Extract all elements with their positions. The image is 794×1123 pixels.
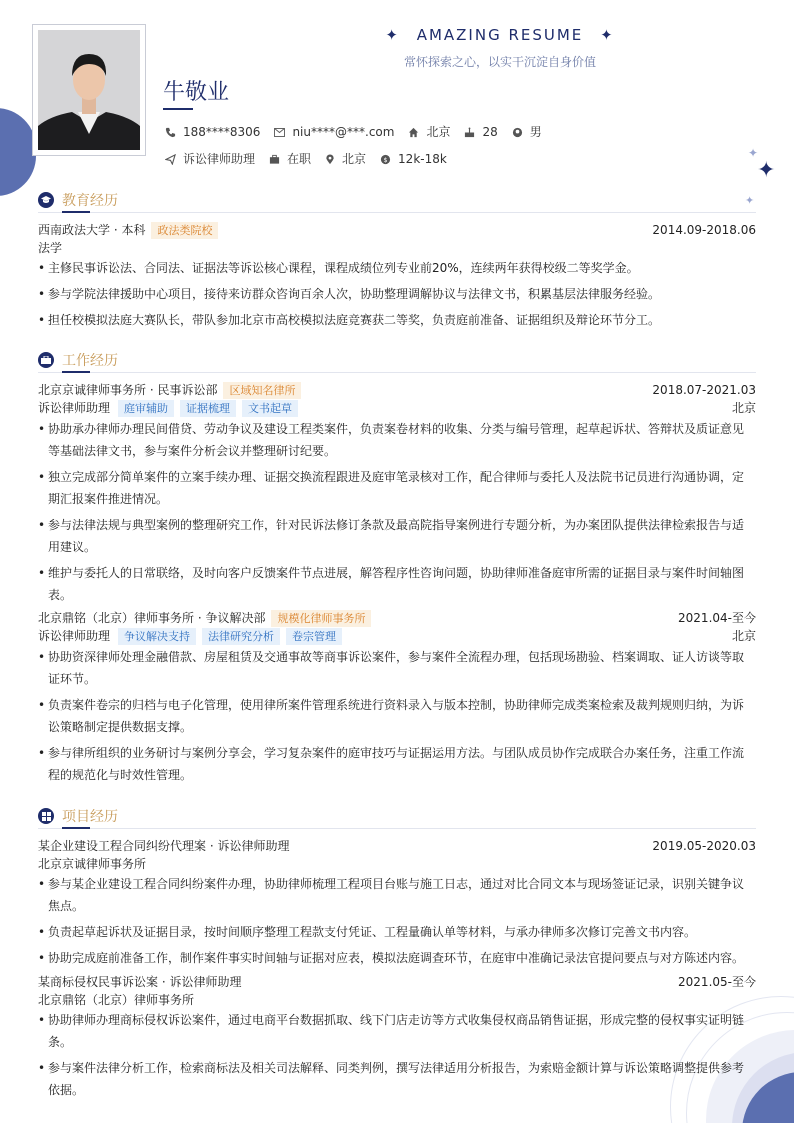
- bullet-text: 独立完成部分简单案件的立案手续办理、证据交换流程跟进及庭审笔录核对工作，配合律师与委托人及法院书记员进行沟通协调，定: [48, 470, 745, 484]
- work-role-row: [38, 627, 756, 645]
- sparkle-icon: ✦: [600, 26, 615, 44]
- list-item: • 参与案件法律分析工作，检索商标法及相关司法解释、同类判例，撰写法律适用分析报告，为索赔金额计算与诉讼策略调整提供参考 依据。: [38, 1057, 756, 1101]
- sparkle-small-icon: ✦: [748, 146, 759, 160]
- skill-tag: 庭审辅助: [118, 400, 174, 417]
- skill-tag: 争议解决支持: [118, 628, 196, 645]
- briefcase-icon: [269, 154, 280, 165]
- list-item: • 担任校模拟法庭大赛队长，带队参加北京市高校模拟法庭竞赛获二等奖，负责庭前准备、证据组织及辩论环节分工。: [38, 309, 756, 331]
- gender-text: 男: [529, 125, 542, 139]
- target-job-text: 诉讼律师助理: [183, 152, 256, 166]
- section-title-underline: [62, 371, 90, 373]
- work-date: 2021.04-至今: [678, 611, 756, 625]
- list-item: • 参与法律法规与典型案例的整理研究工作，针对民诉法修订条款及最高院指导案例进行专题分析，为办案团队提供法律检索报告与适 用建议。: [38, 514, 756, 558]
- bullet-text: 维护与委托人的日常联络，及时向客户反馈案件节点进展，解答程序性咨询问题，协助律师准备庭审所需的证据目录与案件时间轴图: [48, 566, 745, 580]
- education-section-title: 教育经历: [62, 193, 118, 209]
- bullet-text: 程的规范化与时效性管理。: [48, 768, 193, 782]
- bullet-text: 焦点。: [48, 899, 85, 913]
- bullet-text: 协助律师办理商标侵权诉讼案件，通过电商平台数据抓取、线下门店走访等方式收集侵权商品销售证据，形成完整的侵权事实证明链: [48, 1013, 745, 1027]
- age-item: [464, 124, 497, 140]
- location-pin-icon: [325, 154, 335, 165]
- city-item: [408, 124, 450, 140]
- bullet-text: 用建议。: [48, 540, 97, 554]
- work-role-row: [38, 399, 756, 417]
- bullet-text: 负责案件卷宗的归档与电子化管理，使用律所案件管理系统进行资料录入与版本控制，协助律师完成类案检索及裁判规则归纳，为诉: [48, 698, 745, 712]
- city-text: 北京: [426, 125, 451, 139]
- company-name: 北京京诚律师事务所 · 民事诉讼部: [38, 383, 218, 397]
- salary-text: 12k-18k: [398, 152, 447, 166]
- sparkle-large-icon: ✦: [757, 158, 776, 183]
- project-org-row: [38, 991, 756, 1009]
- project-entry-header: [38, 973, 756, 991]
- resume-title: [300, 26, 700, 44]
- skill-tag: 文书起草: [242, 400, 298, 417]
- section-title-underline: [62, 211, 90, 213]
- education-date: 2014.09-2018.06: [652, 223, 756, 237]
- phone-text: 188****8306: [183, 125, 261, 139]
- sparkle-icon: ✦: [385, 26, 400, 44]
- phone-icon: [165, 127, 176, 138]
- project-entry-header: [38, 837, 756, 855]
- skill-tag: 证据梳理: [180, 400, 236, 417]
- home-icon: [408, 127, 419, 138]
- project-section-header: [38, 806, 118, 826]
- list-item: • 参与律所组织的业务研讨与案例分享会，学习复杂案件的庭审技巧与证据运用方法。与团队成员协作完成联合办案任务，注重工作流 程的规范化与时效性管理。: [38, 742, 756, 786]
- list-item: • 协助律师办理商标侵权诉讼案件，通过电商平台数据抓取、线下门店走访等方式收集侵权商品销售证据，形成完整的侵权事实证明链 条。: [38, 1009, 756, 1053]
- work-date: 2018.07-2021.03: [652, 383, 756, 397]
- bullet-text: 证环节。: [48, 672, 97, 686]
- salary-icon: [380, 154, 391, 165]
- project-org: 北京鼎铭（北京）律师事务所: [38, 993, 195, 1007]
- bullet-text: 主修民事诉讼法、合同法、证据法等诉讼核心课程，课程成绩位列专业前20%，连续两年获得校级二等奖学金。: [48, 261, 639, 275]
- briefcase-icon: [38, 352, 54, 368]
- education-entry-header: [38, 221, 756, 239]
- skill-tag: 卷宗管理: [286, 628, 342, 645]
- school-tag: 政法类院校: [151, 222, 218, 239]
- gender-item: [512, 124, 542, 140]
- bullet-text: 表。: [48, 588, 73, 602]
- major-text: 法学: [38, 241, 63, 255]
- target-city-text: 北京: [342, 152, 367, 166]
- salary-item: [380, 151, 447, 167]
- job-intention-row: [165, 151, 447, 167]
- school-name: 西南政法大学 · 本科: [38, 223, 146, 237]
- project-date: 2019.05-2020.03: [652, 839, 756, 853]
- resume-subtitle: 常怀探索之心，以实干沉淀自身价值: [403, 55, 596, 69]
- age-text: 28: [482, 125, 498, 139]
- bullet-text: 条。: [48, 1035, 73, 1049]
- bullet-text: 协助完成庭前准备工作，制作案件事实时间轴与证据对应表，模拟法庭调查环节，在庭审中准确记录法官提问要点与对方陈述内容。: [48, 951, 745, 965]
- grid-icon: [38, 808, 54, 824]
- work-section-header: [38, 350, 118, 370]
- bullet-text: 参与某企业建设工程合同纠纷案件办理，协助律师梳理工程项目台账与施工日志，通过对比合同文本与现场签证记录，识别关键争议: [48, 877, 745, 891]
- bullet-text: 协助承办律师办理民间借贷、劳动争议及建设工程类案件，负责案卷材料的收集、分类与编号管理，起草起诉状、答辩状及质证意见: [48, 422, 745, 436]
- list-item: • 协助承办律师办理民间借贷、劳动争议及建设工程类案件，负责案卷材料的收集、分类与编号管理，起草起诉状、答辩状及质证意见 等基础法律文书，参与案件分析会议并整理研讨纪要。: [38, 418, 756, 462]
- company-tag: 区域知名律所: [223, 382, 301, 399]
- phone-item[interactable]: [165, 124, 260, 140]
- skill-tag: 法律研究分析: [202, 628, 280, 645]
- status-item: [269, 151, 311, 167]
- project-date: 2021.05-至今: [678, 975, 756, 989]
- list-item: • 参与某企业建设工程合同纠纷案件办理，协助律师梳理工程项目台账与施工日志，通过对比合同文本与现场签证记录，识别关键争议 焦点。: [38, 873, 756, 917]
- bullet-text: 期汇报案件推进情况。: [48, 492, 169, 506]
- list-item: • 参与学院法律援助中心项目，接待来访群众咨询百余人次，协助整理调解协议与法律文书，积累基层法律服务经验。: [38, 283, 756, 305]
- svg-text:$: $: [383, 155, 388, 164]
- role-text: 诉讼律师助理: [38, 629, 111, 643]
- candidate-name: 牛敬业: [163, 80, 230, 105]
- sparkle-small-icon: ✦: [745, 194, 755, 207]
- project-org-row: [38, 855, 756, 873]
- bullet-text: 参与案件法律分析工作，检索商标法及相关司法解释、同类判例，撰写法律适用分析报告，为索赔金额计算与诉讼策略调整提供参考: [48, 1061, 745, 1075]
- project-org: 北京京诚律师事务所: [38, 857, 147, 871]
- email-text: niu****@***.com: [292, 125, 395, 139]
- list-item: • 协助完成庭前准备工作，制作案件事实时间轴与证据对应表，模拟法庭调查环节，在庭审中准确记录法官提问要点与对方陈述内容。: [38, 947, 756, 969]
- list-item: • 独立完成部分简单案件的立案手续办理、证据交换流程跟进及庭审笔录核对工作，配合律师与委托人及法院书记员进行沟通协调，定 期汇报案件推进情况。: [38, 466, 756, 510]
- cake-icon: [464, 127, 475, 138]
- section-title-underline: [62, 827, 90, 829]
- role-text: 诉讼律师助理: [38, 401, 111, 415]
- list-item: • 维护与委托人的日常联络，及时向客户反馈案件节点进展，解答程序性咨询问题，协助律师准备庭审所需的证据目录与案件时间轴图 表。: [38, 562, 756, 606]
- email-item[interactable]: [274, 124, 394, 140]
- target-city-item: [325, 151, 366, 167]
- work-location: 北京: [731, 401, 756, 415]
- project-section-title: 项目经历: [62, 809, 118, 825]
- list-item: • 主修民事诉讼法、合同法、证据法等诉讼核心课程，课程成绩位列专业前20%，连续两年获得校级二等奖学金。: [38, 257, 756, 279]
- gender-icon: [512, 127, 523, 138]
- education-section-header: [38, 190, 118, 210]
- bullet-text: 参与法律法规与典型案例的整理研究工作，针对民诉法修订条款及最高院指导案例进行专题分析，为办案团队提供法律检索报告与适: [48, 518, 745, 532]
- company-tag: 规模化律师事务所: [271, 610, 371, 627]
- list-item: • 负责案件卷宗的归档与电子化管理，使用律所案件管理系统进行资料录入与版本控制，协助律师完成类案检索及裁判规则归纳，为诉 讼策略制定提供数据支撑。: [38, 694, 756, 738]
- decorative-left-shape: [0, 108, 36, 196]
- education-major-row: [38, 239, 756, 257]
- section-divider: [38, 212, 756, 213]
- bullet-text: 担任校模拟法庭大赛队长，带队参加北京市高校模拟法庭竞赛获二等奖，负责庭前准备、证据组织及辩论环节分工。: [48, 313, 661, 327]
- project-name: 某商标侵权民事诉讼案 · 诉讼律师助理: [38, 975, 242, 989]
- bullet-text: 等基础法律文书，参与案件分析会议并整理研讨纪要。: [48, 444, 337, 458]
- project-name: 某企业建设工程合同纠纷代理案 · 诉讼律师助理: [38, 839, 290, 853]
- mail-icon: [274, 128, 285, 137]
- send-icon: [165, 154, 176, 165]
- work-entry-header: [38, 609, 756, 627]
- section-divider: [38, 828, 756, 829]
- bullet-text: 讼策略制定提供数据支撑。: [48, 720, 193, 734]
- contact-row: [165, 124, 542, 140]
- bullet-text: 参与学院法律援助中心项目，接待来访群众咨询百余人次，协助整理调解协议与法律文书，积累基层法律服务经验。: [48, 287, 661, 301]
- work-section-title: 工作经历: [62, 353, 118, 369]
- work-location: 北京: [731, 629, 756, 643]
- company-name: 北京鼎铭（北京）律师事务所 · 争议解决部: [38, 611, 266, 625]
- resume-title-text: AMAZING RESUME: [416, 26, 584, 44]
- section-divider: [38, 372, 756, 373]
- list-item: • 负责起草起诉状及证据目录，按时间顺序整理工程款支付凭证、工程量确认单等材料，与承办律师多次修订完善文书内容。: [38, 921, 756, 943]
- bullet-text: 依据。: [48, 1083, 85, 1097]
- list-item: • 协助资深律师处理金融借款、房屋租赁及交通事故等商事诉讼案件，参与案件全流程办理，包括现场勘验、档案调取、证人访谈等取 证环节。: [38, 646, 756, 690]
- bullet-text: 协助资深律师处理金融借款、房屋租赁及交通事故等商事诉讼案件，参与案件全流程办理，包括现场勘验、档案调取、证人访谈等取: [48, 650, 745, 664]
- profile-photo: [38, 30, 140, 150]
- work-entry-header: [38, 381, 756, 399]
- bullet-text: 参与律所组织的业务研讨与案例分享会，学习复杂案件的庭审技巧与证据运用方法。与团队成员协作完成联合办案任务，注重工作流: [48, 746, 745, 760]
- graduation-cap-icon: [38, 192, 54, 208]
- bullet-text: 负责起草起诉状及证据目录，按时间顺序整理工程款支付凭证、工程量确认单等材料，与承办律师多次修订完善文书内容。: [48, 925, 697, 939]
- profile-photo-frame: [32, 24, 146, 156]
- status-text: 在职: [287, 152, 312, 166]
- name-underline: [163, 108, 193, 110]
- target-job-item: [165, 151, 255, 167]
